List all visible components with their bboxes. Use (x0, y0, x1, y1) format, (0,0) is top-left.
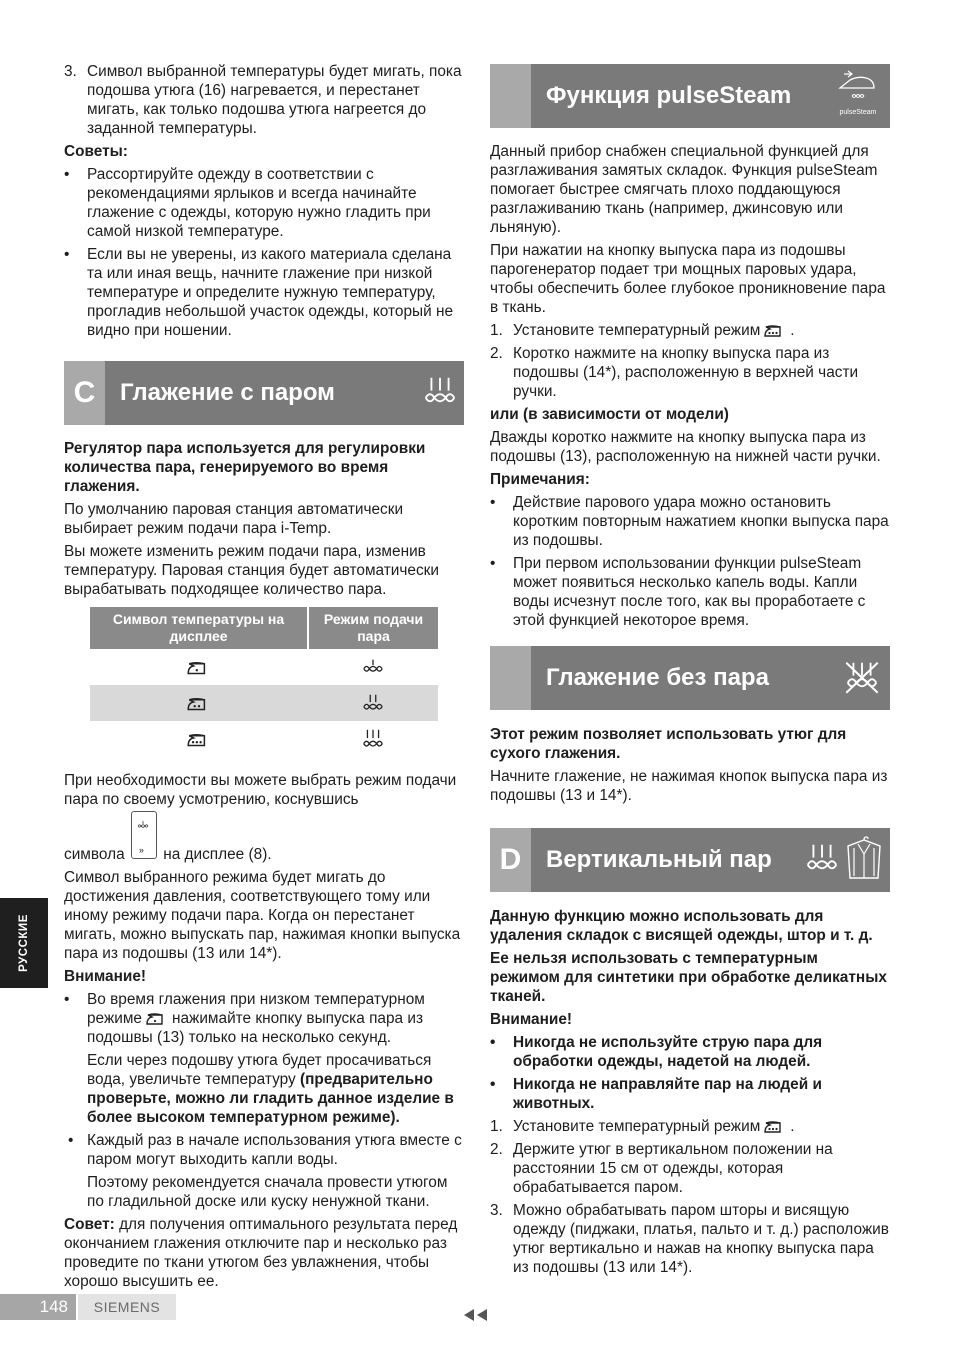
double-arrow-left-icon[interactable] (462, 1308, 490, 1322)
section-letter: D (490, 828, 531, 892)
step-item: 1. Установите температурный режим . (490, 1118, 795, 1135)
no-steam-icon (842, 654, 882, 700)
table-header-row (90, 607, 438, 649)
iron-icon (185, 729, 213, 749)
tip-paragraph: Совет: для получения оптимального результата перед окончанием глажения отключите пар и несколько раз проведите по ткани утюгом без увлажнения, чтобы хорошо высушить ее. (64, 1216, 458, 1290)
iron-icon (762, 1117, 788, 1135)
notes-heading: Примечания: (490, 471, 590, 488)
touch-button-icon[interactable]: » (131, 811, 157, 859)
pulsesteam-banner (490, 64, 890, 128)
step-list (490, 321, 890, 401)
warning-list (64, 990, 464, 1047)
tips-heading: Советы: (64, 143, 128, 160)
section-title: Глажение без пара (546, 664, 769, 691)
iron-icon (762, 321, 788, 339)
steam-icon (360, 656, 386, 678)
steam-icon (802, 836, 842, 882)
section-title: Вертикальный пар (546, 846, 772, 873)
list-item: • Во время глажения при низком температурном режиме нажимайте кнопку выпуска пара из подошвы (13) только на несколько секунд. (64, 991, 425, 1046)
intro-text: Регулятор пара используется для регулировки количества пара, генерируемого во время глажения. (64, 440, 426, 495)
warning-list (490, 1033, 890, 1113)
list-item: • Никогда не направляйте пар на людей и животных. (490, 1076, 822, 1112)
paragraph: Вы можете изменить режим подачи пара, изменив температуру. Паровая станция будет автоматически вырабатывать подходящее количество пара. (64, 543, 439, 598)
list-item: • При первом использовании функции pulseSteam может появиться несколько капель воды. Капли воды исчезнут после того, как вы проработаете с этой функцией некоторое время. (490, 555, 866, 629)
list-item: • Рассортируйте одежду в соответствии с рекомендациями ярлыков и всегда начинайте глажение с одежды, которую нужно гладить при самой низкой температуре. (64, 166, 431, 240)
paragraph: Символ выбранного режима будет мигать до достижения давления, соответствующего тому или иному режиму подачи пара. Когда он перестанет мигать, можно выпускать пар, нажимая кнопки выпуска пара из подошвы (13 или 14*). (64, 869, 461, 962)
paragraph: Этот режим позволяет использовать утюг для сухого глажения. (490, 726, 847, 762)
steam-icon (420, 369, 460, 415)
paragraph: Если через подошву утюга будет просачиваться вода, увеличьте температуру (предварительно проверьте, можно ли гладить данное изделие в более высоком температурном режиме). (87, 1052, 454, 1126)
list-item: • Действие парового удара можно остановить коротким повторным нажатием кнопки выпуска пара из подошвы. (490, 494, 889, 549)
table-row (90, 685, 438, 721)
section-letter (490, 64, 531, 128)
page-number: 148 (0, 1294, 76, 1320)
section-letter (490, 646, 531, 710)
pulsesteam-icon (830, 68, 886, 120)
section-d-banner (490, 828, 890, 892)
paragraph: Дважды коротко нажмите на кнопку выпуска пара из подошвы (13), расположенную на нижней части ручки. (490, 429, 881, 465)
iron-icon (144, 1009, 170, 1027)
steam-icon (360, 692, 386, 714)
paragraph: По умолчанию паровая станция автоматически выбирает режим подачи пара i-Temp. (64, 501, 404, 537)
paragraph: символа » на дисплее (8). (64, 811, 464, 864)
paragraph: При необходимости вы можете выбрать режим подачи пара по своему усмотрению, коснувшись (64, 772, 457, 808)
paragraph: Поэтому рекомендуется сначала провести утюгом по гладильной доске или куску ненужной ткани. (87, 1174, 448, 1210)
garment-icon (844, 836, 884, 882)
section-letter: C (64, 361, 105, 425)
step-list (490, 1117, 890, 1277)
steam-mode-table (90, 607, 438, 757)
iron-icon (185, 657, 213, 677)
list-item: • Никогда не используйте струю пара для обработки одежды, надетой на людей. (490, 1034, 823, 1070)
step-item: 3. Можно обрабатывать паром шторы и висящую одежду (пиджаки, платья, пальто и т. д.) расположив утюг вертикально и нажав на кнопку выпуска пара из подошвы (13 или 14*). (490, 1202, 889, 1276)
table-header: Режим подачи пара (308, 607, 438, 649)
notes-list (490, 493, 890, 630)
step-item: 3. Символ выбранной температуры будет мигать, пока подошва утюга (16) нагревается, и перестанет мигать, как только подошва утюга нагреется до заданной температуры. (64, 63, 462, 137)
list-item: • Каждый раз в начале использования утюга вместе с паром могут выходить капли воды. (68, 1132, 462, 1168)
warning-list (64, 1131, 464, 1169)
section-title: Функция pulseSteam (546, 82, 792, 109)
table-row (90, 649, 438, 685)
svg-text:pulseSteam: pulseSteam (839, 109, 877, 116)
brand-label: SIEMENS (78, 1294, 176, 1320)
paragraph: Начните глажение, не нажимая кнопок выпуска пара из подошвы (13 и 14*). (490, 768, 888, 804)
step-list (64, 62, 464, 138)
step-item: 2. Коротко нажмите на кнопку выпуска пара из подошвы (14*), расположенную в верхней части ручки. (490, 345, 859, 400)
warning-heading: Внимание! (64, 968, 147, 985)
paragraph: Ее нельзя использовать с температурным режимом для синтетики при обработке деликатных тканей. (490, 950, 887, 1005)
paragraph: Данную функцию можно использовать для удаления складок с висящей одежды, штор и т. д. (490, 908, 873, 944)
step-item: 1. Установите температурный режим . (490, 322, 795, 339)
paragraph: При нажатии на кнопку выпуска пара из подошвы парогенератор подает три мощных паровых удара, чтобы обеспечить более глубокое проникновение пара в ткань. (490, 242, 886, 316)
paragraph: Данный прибор снабжен специальной функцией для разглаживания замятых складок. Функция pulseSteam помогает быстрее смягчать плохо поддающуюся разглаживанию ткань (например, джинсовую или льняную). (490, 143, 878, 236)
warning-heading: Внимание! (490, 1011, 573, 1028)
tips-list (64, 165, 464, 340)
table-row (90, 721, 438, 757)
list-item: • Если вы не уверены, из какого материала сделана та или иная вещь, начните глажение при низкой температуре и определите нужную температуру, прогладив небольшой участок одежды, который не видно при ношении. (64, 246, 454, 339)
dry-ironing-banner (490, 646, 890, 710)
iron-icon (185, 693, 213, 713)
steam-icon (360, 727, 386, 751)
paragraph: или (в зависимости от модели) (490, 406, 729, 423)
section-c-banner (64, 361, 464, 425)
language-tab: РУССКИЕ (0, 898, 48, 988)
step-item: 2. Держите утюг в вертикальном положении на расстоянии 15 см от одежды, которая обрабатывается паром. (490, 1141, 833, 1196)
table-header: Символ температуры на дисплее (90, 607, 308, 649)
section-title: Глажение с паром (120, 379, 335, 406)
